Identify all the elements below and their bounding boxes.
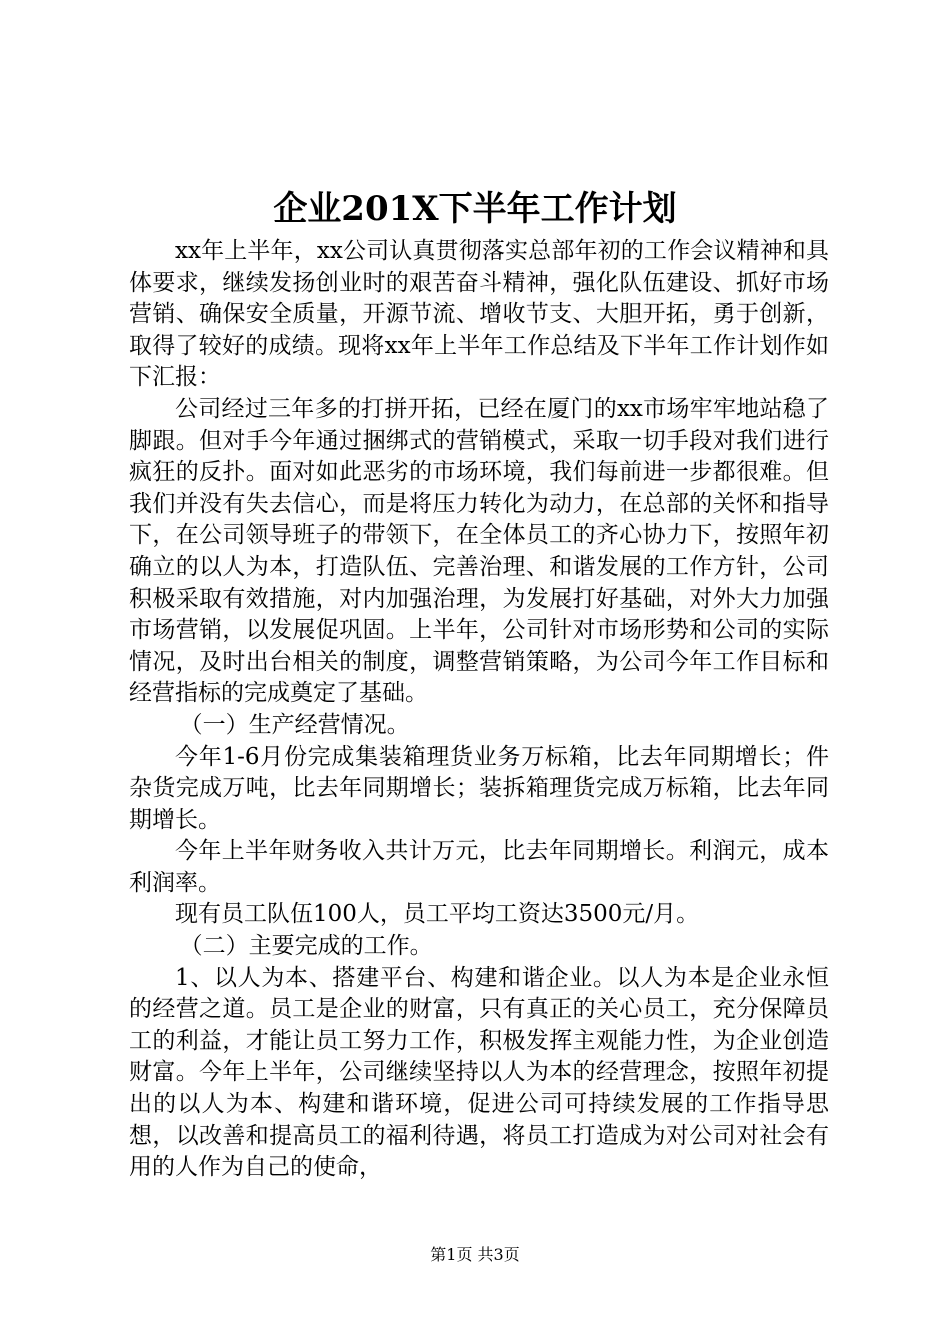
- paragraph-finance: 今年上半年财务收入共计万元，比去年同期增长。利润元，成本利润率。: [129, 838, 829, 896]
- paragraph-background: 公司经过三年多的打拼开拓，已经在厦门的xx市场牢牢地站稳了脚跟。但对手今年通过捆绑式的营销模式，采取一切手段对我们进行疯狂的反扑。面对如此恶劣的市场环境，我们每前进一步都很难。但我们并没有失去信心，而是将压力转化为动力，在总部的关怀和指导下，在公司领导班子的带领下，在全体员工的齐心协力下，按照年初确立的以人为本，打造队伍、完善治理、和谐发展的工作方针，公司积极采取有效措施，对内加强治理，为发展打好基础，对外大力加强市场营销，以发展促巩固。上半年，公司针对市场形势和公司的实际情况，及时出台相关的制度，调整营销策略，为公司今年工作目标和经营指标的完成奠定了基础。: [129, 395, 829, 707]
- document-body: [129, 236, 829, 1184]
- paragraph-staff: 现有员工队伍100人，员工平均工资达3500元/月。: [175, 901, 700, 928]
- section-heading-main-work: （二）主要完成的工作。: [179, 933, 433, 960]
- paragraph-intro: xx年上半年，xx公司认真贯彻落实总部年初的工作会议精神和具体要求，继续发扬创业时的艰苦奋斗精神，强化队伍建设、抓好市场营销、确保安全质量，开源节流、增收节支、大胆开拓，勇于创新，取得了较好的成绩。现将xx年上半年工作总结及下半年工作计划作如下汇报：: [129, 238, 829, 391]
- page-footer: 第1页 共3页: [430, 1245, 520, 1264]
- section-heading-production: （一）生产经营情况。: [179, 711, 410, 738]
- document-title: 企业201X下半年工作计划: [273, 189, 677, 229]
- paragraph-production-stats: 今年1-6月份完成集装箱理货业务万标箱，比去年同期增长；件杂货完成万吨，比去年同期增长；装拆箱理货完成万标箱，比去年同期增长。: [129, 743, 829, 833]
- paragraph-people-first: 1、以人为本、搭建平台、构建和谐企业。以人为本是企业永恒的经营之道。员工是企业的财富，只有真正的关心员工，充分保障员工的利益，才能让员工努力工作，积极发挥主观能力性，为企业创造财富。今年上半年，公司继续坚持以人为本的经营理念，按照年初提出的以人为本、构建和谐环境，促进公司可持续发展的工作指导思想，以改善和提高员工的福利待遇，将员工打造成为对公司对社会有用的人作为自己的使命，: [129, 964, 829, 1181]
